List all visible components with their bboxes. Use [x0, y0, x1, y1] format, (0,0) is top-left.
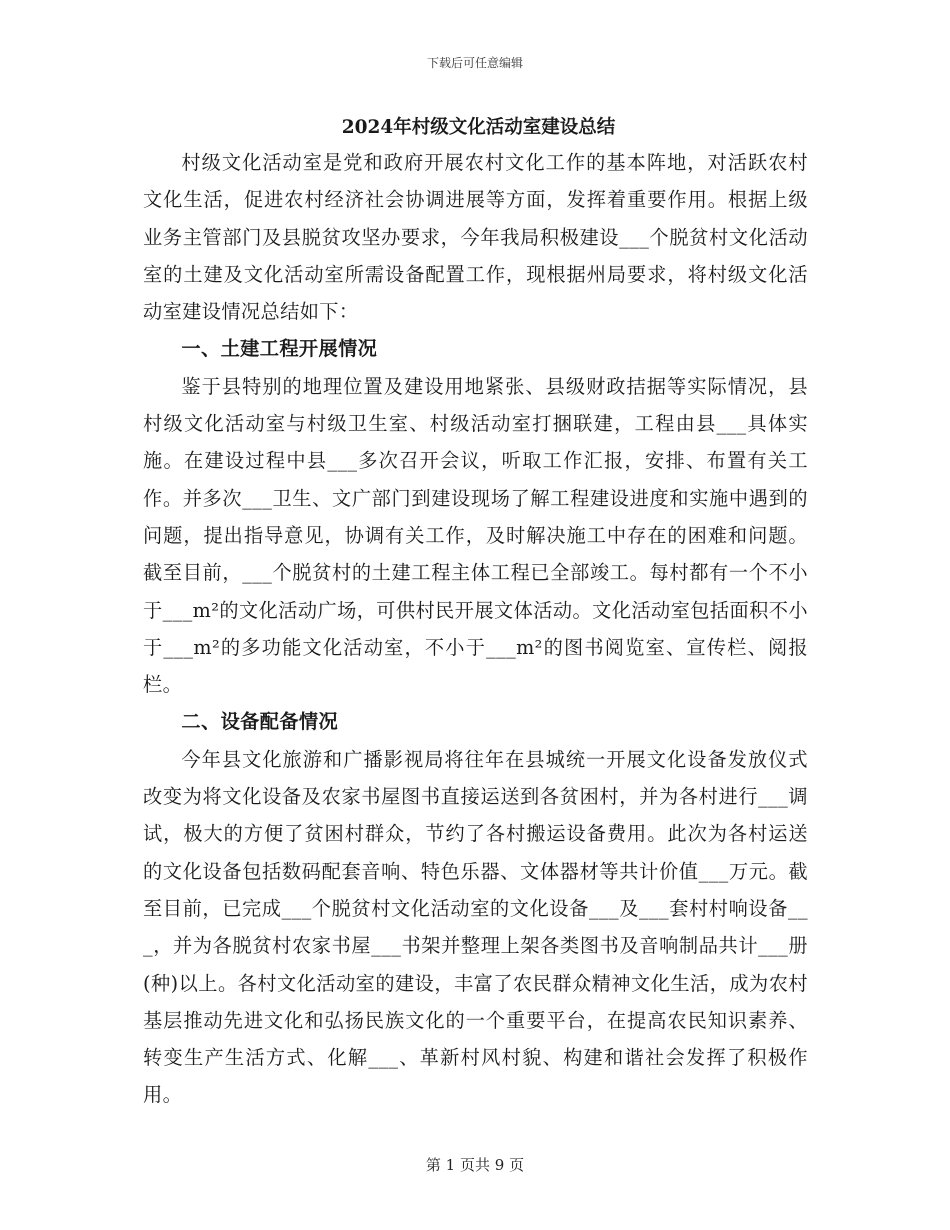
section-body-construction: 鉴于县特别的地理位置及建设用地紧张、县级财政拮据等实际情况，县村级文化活动室与村级卫生室、村级活动室打捆联建，工程由县___具体实施。在建设过程中县___多次召开会议，听取工作汇报，安排、布置有关工作。并多次___卫生、文广部门到建设现场了解工程建设进度和实施中遇到的问题，提出指导意见，协调有关工作，及时解决施工中存在的困难和问题。截至目前，___个脱贫村的土建工程主体工程已全部竣工。每村都有一个不小于___m²的文化活动广场，可供村民开展文体活动。文化活动室包括面积不小于___m²的多功能文化活动室，不小于___m²的图书阅览室、宣传栏、阅报栏。	[143, 374, 808, 697]
intro-paragraph: 村级文化活动室是党和政府开展农村文化工作的基本阵地，对活跃农村文化生活，促进农村经济社会协调进展等方面，发挥着重要作用。根据上级业务主管部门及县脱贫攻坚办要求，今年我局积极建设___个脱贫村文化活动室的土建及文化活动室所需设备配置工作，现根据州局要求，将村级文化活动室建设情况总结如下：	[143, 151, 808, 324]
header-note: 下载后可任意编辑	[426, 56, 523, 70]
document-body	[143, 112, 808, 1114]
section-body-equipment: 今年县文化旅游和广播影视局将往年在县城统一开展文化设备发放仪式改变为将文化设备及农家书屋图书直接运送到各贫困村，并为各村进行___调试，极大的方便了贫困村群众，节约了各村搬运设备费用。此次为各村运送的文化设备包括数码配套音响、特色乐器、文体器材等共计价值___万元。截至目前，已完成___个脱贫村文化活动室的文化设备___及___套村村响设备___，并为各脱贫村农家书屋___书架并整理上架各类图书及音响制品共计___册(种)以上。各村文化活动室的建设，丰富了农民群众精神文化生活，成为农村基层推动先进文化和弘扬民族文化的一个重要平台，在提高农民知识素养、转变生产生活方式、化解___、革新村风村貌、构建和谐社会发挥了积极作用。	[143, 747, 808, 1107]
section-heading-equipment: 二、设备配备情况	[181, 710, 339, 734]
page-number: 第 1 页共 9 页	[425, 1156, 525, 1174]
document-title: 2024年村级文化活动室建设总结	[341, 117, 616, 138]
section-heading-construction: 一、土建工程开展情况	[181, 337, 378, 361]
